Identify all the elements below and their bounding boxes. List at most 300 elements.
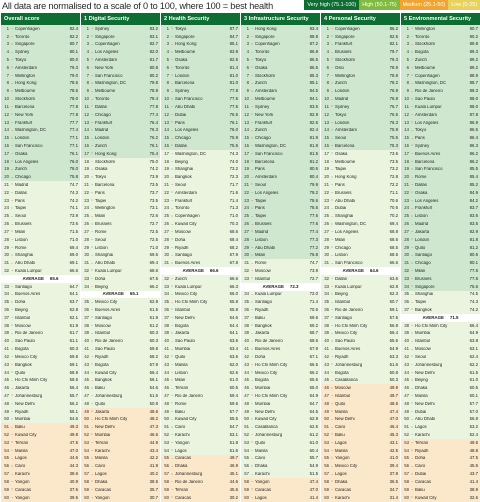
rank-cell: 45 bbox=[164, 377, 169, 383]
table-row bbox=[321, 48, 400, 56]
table-row bbox=[161, 228, 240, 236]
city-cell: Taipei bbox=[335, 167, 347, 172]
city-cell: Quito bbox=[335, 401, 346, 406]
rank-change-icon: = bbox=[91, 127, 93, 132]
city-cell: Johannesburg bbox=[15, 393, 43, 398]
table-row bbox=[241, 134, 320, 142]
table-row bbox=[241, 48, 320, 56]
rank-change-icon: = bbox=[331, 385, 333, 390]
average-row bbox=[401, 314, 480, 322]
score-cell: 34.7 bbox=[389, 486, 398, 492]
table-row bbox=[321, 291, 400, 299]
rank-cell: 3 bbox=[326, 41, 329, 47]
rank-cell: 31 bbox=[324, 260, 329, 266]
rank-cell: 9 bbox=[406, 88, 409, 94]
table-row bbox=[1, 252, 80, 260]
city-cell: Istanbul bbox=[15, 315, 31, 320]
rank-change-icon: = bbox=[411, 26, 413, 31]
rank-cell: 44 bbox=[244, 369, 249, 375]
city-cell: Milan bbox=[175, 378, 186, 383]
rank-cell: 23 bbox=[244, 197, 249, 203]
score-cell: 40.2 bbox=[149, 471, 158, 477]
rank-cell: 32 bbox=[4, 267, 9, 273]
score-cell: 48.6 bbox=[149, 408, 158, 414]
city-cell: Amsterdam bbox=[175, 190, 197, 195]
table-row bbox=[401, 56, 480, 64]
rank-cell: 42 bbox=[244, 353, 249, 359]
score-cell: 85.3 bbox=[309, 72, 318, 78]
city-cell: London bbox=[175, 73, 190, 78]
city-cell: Moscow bbox=[255, 268, 271, 273]
score-cell: 47.5 bbox=[469, 455, 478, 461]
city-cell: Quito bbox=[415, 245, 426, 250]
score-cell: 68.6 bbox=[309, 338, 318, 344]
city-cell: Sydney bbox=[95, 26, 110, 31]
table-row bbox=[161, 134, 240, 142]
score-cell: 78.5 bbox=[309, 205, 318, 211]
score-cell: 58.2 bbox=[149, 353, 158, 359]
city-cell: Barcelona bbox=[15, 104, 35, 109]
rank-change-icon: → bbox=[90, 65, 94, 70]
score-cell: 82.5 bbox=[389, 33, 398, 39]
city-cell: Paris bbox=[335, 183, 345, 187]
city-cell: Taipei bbox=[255, 214, 267, 219]
score-cell: 86.5 bbox=[469, 127, 478, 133]
rank-cell: 32 bbox=[324, 275, 329, 281]
rank-cell: 50 bbox=[244, 416, 249, 422]
score-cell: 44.3 bbox=[69, 463, 78, 469]
rank-change-icon: → bbox=[170, 221, 174, 226]
rank-change-icon: → bbox=[90, 119, 94, 124]
table-row bbox=[321, 205, 400, 213]
score-cell: 76.3 bbox=[389, 119, 398, 125]
table-row bbox=[401, 353, 480, 361]
rank-change-icon: → bbox=[330, 471, 334, 476]
rank-change-icon: = bbox=[11, 323, 13, 328]
city-cell: Wellington bbox=[95, 206, 115, 211]
city-cell: New Delhi bbox=[415, 401, 435, 406]
table-row bbox=[81, 142, 160, 150]
score-cell: 78.0 bbox=[69, 96, 78, 102]
rank-change-icon: → bbox=[90, 260, 94, 265]
city-cell: Quito bbox=[15, 370, 26, 375]
city-cell: Beijing bbox=[15, 308, 28, 312]
city-cell: Abu Dhabi bbox=[255, 245, 276, 250]
table-row bbox=[161, 439, 240, 447]
rank-change-icon: → bbox=[410, 221, 414, 226]
rank-change-icon: → bbox=[90, 252, 94, 257]
score-cell: 73.5 bbox=[149, 197, 158, 203]
city-cell: Milan bbox=[95, 214, 106, 219]
rank-cell: 5 bbox=[246, 57, 249, 62]
city-cell: Hong Kong bbox=[175, 42, 197, 47]
score-cell: 64.7 bbox=[69, 283, 78, 289]
rank-change-icon: → bbox=[90, 448, 94, 453]
rank-change-icon: = bbox=[171, 401, 173, 406]
score-cell: 60.3 bbox=[149, 330, 158, 336]
score-cell: 64.9 bbox=[309, 392, 318, 398]
city-cell: Zurich bbox=[95, 143, 107, 148]
table-row bbox=[241, 431, 320, 439]
rank-change-icon: → bbox=[250, 330, 254, 335]
table-row bbox=[81, 72, 160, 80]
score-cell: 49.8 bbox=[69, 432, 78, 437]
city-cell: Bangkok bbox=[255, 323, 272, 328]
score-cell: 87.2 bbox=[309, 41, 318, 47]
city-cell: Osaka bbox=[335, 151, 348, 156]
table-row bbox=[401, 80, 480, 88]
table-row bbox=[161, 275, 240, 283]
rank-change-icon: → bbox=[170, 455, 174, 460]
average-label: AVERAGE bbox=[342, 267, 364, 273]
score-cell: 57.9 bbox=[149, 361, 158, 367]
rank-change-icon: = bbox=[331, 291, 333, 296]
rank-change-icon: → bbox=[410, 432, 414, 437]
average-score: 66.6 bbox=[209, 267, 219, 273]
rank-change-icon: → bbox=[410, 65, 414, 70]
average-label: AVERAGE bbox=[262, 283, 284, 289]
table-row bbox=[161, 150, 240, 158]
city-cell: Taipei bbox=[415, 300, 427, 305]
score-cell: 76.6 bbox=[469, 283, 478, 289]
rank-change-icon: = bbox=[251, 252, 253, 257]
rank-cell: 42 bbox=[84, 353, 89, 359]
score-cell: 62.1 bbox=[69, 314, 78, 320]
city-cell: Rio de Janeiro bbox=[175, 479, 203, 484]
score-cell: 35.7 bbox=[149, 486, 158, 492]
rank-cell: 46 bbox=[324, 385, 329, 391]
score-cell: 83.2 bbox=[149, 25, 158, 31]
table-row bbox=[321, 431, 400, 439]
table-row bbox=[321, 463, 400, 471]
table-row bbox=[401, 416, 480, 424]
rank-cell: 46 bbox=[4, 385, 9, 391]
table-row bbox=[241, 330, 320, 338]
rank-cell: 57 bbox=[324, 471, 329, 477]
score-cell: 46.4 bbox=[389, 424, 398, 430]
rank-cell: 26 bbox=[84, 221, 89, 227]
table-row bbox=[161, 314, 240, 322]
rank-cell: 41 bbox=[404, 346, 409, 352]
city-cell: Milan bbox=[335, 237, 346, 242]
rank-change-icon: → bbox=[90, 26, 94, 31]
rank-cell: 42 bbox=[4, 353, 9, 359]
table-row bbox=[1, 142, 80, 150]
rank-cell: 36 bbox=[84, 307, 89, 312]
rank-cell: 57 bbox=[84, 471, 89, 477]
city-cell: Sao Paulo bbox=[415, 97, 435, 102]
rank-cell: 17 bbox=[244, 150, 249, 156]
rank-cell: 5 bbox=[166, 57, 169, 62]
rank-change-icon: → bbox=[90, 96, 94, 101]
score-cell: 68.8 bbox=[389, 228, 398, 234]
city-cell: Paris bbox=[255, 167, 265, 172]
city-cell: Hong Kong bbox=[15, 81, 37, 86]
rank-change-icon: → bbox=[410, 362, 414, 367]
city-cell: Caracas bbox=[175, 495, 192, 500]
score-cell: 42.5 bbox=[389, 447, 398, 453]
city-cell: Sao Paulo bbox=[15, 339, 35, 344]
score-cell: 70.6 bbox=[389, 205, 398, 211]
city-cell: Frankfurt bbox=[335, 42, 353, 47]
table-row bbox=[401, 41, 480, 49]
rank-change-icon: → bbox=[90, 205, 94, 210]
score-cell: 74.7 bbox=[69, 182, 78, 187]
table-row bbox=[241, 298, 320, 306]
rank-cell: 42 bbox=[324, 353, 329, 359]
score-cell: 86.4 bbox=[469, 135, 478, 141]
table-row bbox=[161, 197, 240, 205]
city-cell: Madrid bbox=[15, 183, 29, 187]
score-cell: 65.0 bbox=[309, 385, 318, 391]
rank-cell: 33 bbox=[84, 275, 89, 281]
table-row bbox=[401, 48, 480, 56]
rank-cell: 31 bbox=[404, 260, 409, 266]
score-cell: 66.2 bbox=[149, 283, 158, 289]
city-cell: Copenhagen bbox=[175, 214, 200, 219]
city-cell: London bbox=[15, 136, 30, 141]
score-cell: 86.2 bbox=[469, 150, 478, 156]
city-cell: Lagos bbox=[15, 456, 27, 461]
rank-change-icon: → bbox=[90, 416, 94, 421]
rank-change-icon: = bbox=[411, 471, 413, 476]
table-row bbox=[161, 400, 240, 408]
city-cell: Paris bbox=[15, 198, 25, 203]
rank-cell: 26 bbox=[404, 221, 409, 227]
table-row bbox=[1, 158, 80, 166]
score-cell: 65.8 bbox=[229, 299, 238, 305]
rank-cell: 47 bbox=[404, 392, 409, 398]
table-row bbox=[81, 400, 160, 408]
city-cell: Amsterdam bbox=[15, 65, 37, 70]
rank-change-icon: = bbox=[11, 346, 13, 351]
table-row bbox=[1, 384, 80, 392]
rank-change-icon: → bbox=[90, 159, 94, 164]
score-cell: 67.9 bbox=[309, 346, 318, 352]
table-row bbox=[321, 392, 400, 400]
table-row bbox=[161, 291, 240, 299]
rank-change-icon: = bbox=[171, 166, 173, 171]
city-cell: Mexico City bbox=[175, 292, 198, 297]
city-cell: Copenhagen bbox=[95, 42, 120, 47]
city-cell: Lagos bbox=[255, 495, 267, 500]
rank-change-icon: → bbox=[90, 401, 94, 406]
table-row bbox=[321, 283, 400, 291]
city-cell: Madrid bbox=[415, 222, 429, 227]
rank-change-icon: → bbox=[330, 401, 334, 406]
city-cell: Manila bbox=[95, 456, 108, 461]
rank-change-icon: = bbox=[171, 49, 173, 54]
table-row bbox=[401, 33, 480, 41]
city-cell: Buenos Aires bbox=[15, 292, 41, 297]
city-cell: Rome bbox=[95, 229, 107, 234]
city-cell: Shanghai bbox=[415, 292, 434, 297]
score-cell: 84.2 bbox=[469, 197, 478, 203]
table-row bbox=[401, 361, 480, 369]
table-row bbox=[1, 33, 80, 41]
score-cell: 85.2 bbox=[469, 182, 478, 187]
table-row bbox=[401, 384, 480, 392]
score-cell: 32.6 bbox=[469, 494, 478, 500]
table-row bbox=[81, 408, 160, 416]
score-cell: 68.7 bbox=[309, 330, 318, 336]
score-cell: 56.8 bbox=[469, 416, 478, 422]
table-row bbox=[1, 189, 80, 197]
table-row bbox=[321, 330, 400, 338]
city-cell: Toronto bbox=[175, 65, 190, 70]
score-cell: 79.9 bbox=[309, 182, 318, 187]
table-row bbox=[401, 72, 480, 80]
rank-change-icon: → bbox=[10, 221, 14, 226]
rank-cell: 23 bbox=[84, 197, 89, 203]
table-row bbox=[1, 463, 80, 471]
table-row bbox=[241, 408, 320, 416]
table-row bbox=[401, 150, 480, 158]
rank-change-icon: = bbox=[11, 393, 13, 398]
rank-change-icon: → bbox=[90, 49, 94, 54]
score-cell: 69.4 bbox=[389, 221, 398, 227]
rank-cell: 46 bbox=[84, 385, 89, 391]
score-cell: 72.2 bbox=[389, 182, 398, 187]
rank-cell: 44 bbox=[324, 369, 329, 375]
score-cell: 88.7 bbox=[469, 80, 478, 86]
table-row bbox=[241, 103, 320, 111]
rank-change-icon: → bbox=[90, 229, 94, 234]
city-cell: Dubai bbox=[415, 409, 427, 414]
table-row bbox=[401, 119, 480, 127]
city-cell: Toronto bbox=[95, 97, 110, 102]
city-cell: San Francisco bbox=[175, 97, 203, 102]
table-row bbox=[161, 392, 240, 400]
rank-cell: 12 bbox=[84, 111, 89, 117]
table-row bbox=[81, 103, 160, 111]
rank-cell: 35 bbox=[324, 299, 329, 305]
rank-cell: 32 bbox=[84, 267, 89, 273]
score-cell: 86.8 bbox=[309, 49, 318, 55]
rank-change-icon: → bbox=[250, 494, 254, 499]
column-header: 3 Infrastructure Security bbox=[241, 13, 320, 25]
rank-change-icon: → bbox=[410, 393, 414, 398]
city-cell: Washington, DC bbox=[335, 222, 367, 227]
score-cell: 75.8 bbox=[69, 174, 78, 180]
city-cell: Quito bbox=[95, 401, 106, 406]
table-row bbox=[321, 416, 400, 424]
score-cell: 64.4 bbox=[229, 322, 238, 328]
rank-cell: 44 bbox=[84, 369, 89, 375]
city-cell: Sao Paulo bbox=[335, 339, 355, 344]
table-row bbox=[401, 400, 480, 408]
rank-change-icon: = bbox=[331, 151, 333, 156]
table-row bbox=[241, 423, 320, 431]
rank-change-icon: → bbox=[90, 330, 94, 335]
rank-change-icon: = bbox=[331, 432, 333, 437]
score-cell: 43.7 bbox=[469, 471, 478, 477]
city-cell: Buenos Aires bbox=[95, 308, 121, 312]
city-cell: Istanbul bbox=[95, 331, 111, 336]
city-cell: Tehran bbox=[175, 487, 189, 492]
table-row bbox=[321, 455, 400, 463]
table-row bbox=[81, 478, 160, 486]
rank-cell: 31 bbox=[164, 260, 169, 266]
table-row bbox=[321, 423, 400, 431]
score-cell: 45.1 bbox=[229, 471, 238, 477]
rank-change-icon: → bbox=[10, 198, 14, 203]
rank-cell: 25 bbox=[244, 213, 249, 219]
rank-cell: 37 bbox=[4, 314, 9, 320]
rank-cell: 27 bbox=[244, 228, 249, 234]
score-cell: 42.2 bbox=[149, 455, 158, 461]
score-cell: 51.5 bbox=[309, 471, 318, 477]
score-cell: 61.2 bbox=[309, 432, 318, 437]
average-row bbox=[321, 267, 400, 275]
table-row bbox=[321, 486, 400, 494]
city-cell: Tokyo bbox=[95, 175, 107, 180]
city-cell: Tokyo bbox=[15, 58, 27, 62]
score-cell: 61.9 bbox=[69, 322, 78, 328]
city-cell: Istanbul bbox=[335, 300, 351, 305]
table-row bbox=[81, 244, 160, 252]
rank-cell: 8 bbox=[6, 80, 9, 86]
rank-change-icon: → bbox=[170, 432, 174, 437]
score-cell: 58.5 bbox=[69, 377, 78, 383]
score-cell: 55.1 bbox=[69, 408, 78, 414]
table-row bbox=[81, 41, 160, 49]
table-row bbox=[321, 189, 400, 197]
score-cell: 50.8 bbox=[149, 400, 158, 406]
table-row bbox=[321, 166, 400, 174]
city-cell: Bogota bbox=[95, 362, 109, 367]
column-header: 4 Personal Security bbox=[321, 13, 400, 25]
city-cell: Caracas bbox=[175, 456, 192, 461]
rank-change-icon: → bbox=[410, 34, 414, 39]
score-cell: 77.5 bbox=[229, 103, 238, 109]
city-cell: Manila bbox=[255, 448, 268, 453]
score-cell: 54.6 bbox=[149, 385, 158, 391]
table-row bbox=[1, 447, 80, 455]
score-cell: 72.0 bbox=[309, 291, 318, 297]
table-row bbox=[81, 166, 160, 174]
score-cell: 83.7 bbox=[469, 205, 478, 211]
table-row bbox=[1, 283, 80, 291]
score-cell: 62.2 bbox=[469, 361, 478, 367]
table-row bbox=[241, 470, 320, 478]
table-row bbox=[241, 416, 320, 424]
score-cell: 82.5 bbox=[229, 57, 238, 62]
table-row bbox=[1, 478, 80, 486]
score-cell: 48.5 bbox=[389, 400, 398, 406]
city-cell: Hong Kong bbox=[95, 151, 117, 156]
rank-change-icon: → bbox=[170, 244, 174, 249]
score-cell: 86.5 bbox=[309, 64, 318, 70]
rank-change-icon: → bbox=[410, 268, 414, 273]
score-cell: 69.0 bbox=[69, 252, 78, 258]
city-cell: Stockholm bbox=[415, 42, 436, 47]
table-row bbox=[161, 33, 240, 41]
city-cell: Karachi bbox=[415, 433, 430, 437]
rank-cell: 20 bbox=[404, 174, 409, 180]
rank-change-icon: → bbox=[90, 323, 94, 328]
table-row bbox=[161, 478, 240, 486]
table-row bbox=[81, 353, 160, 361]
rank-change-icon: → bbox=[250, 119, 254, 124]
score-cell: 47.0 bbox=[309, 486, 318, 492]
city-cell: Sydney bbox=[175, 89, 190, 94]
rank-change-icon: → bbox=[410, 57, 414, 62]
table-row bbox=[161, 298, 240, 306]
rank-change-icon: = bbox=[11, 159, 13, 164]
score-cell: 78.6 bbox=[69, 88, 78, 94]
rank-change-icon: = bbox=[91, 385, 93, 390]
